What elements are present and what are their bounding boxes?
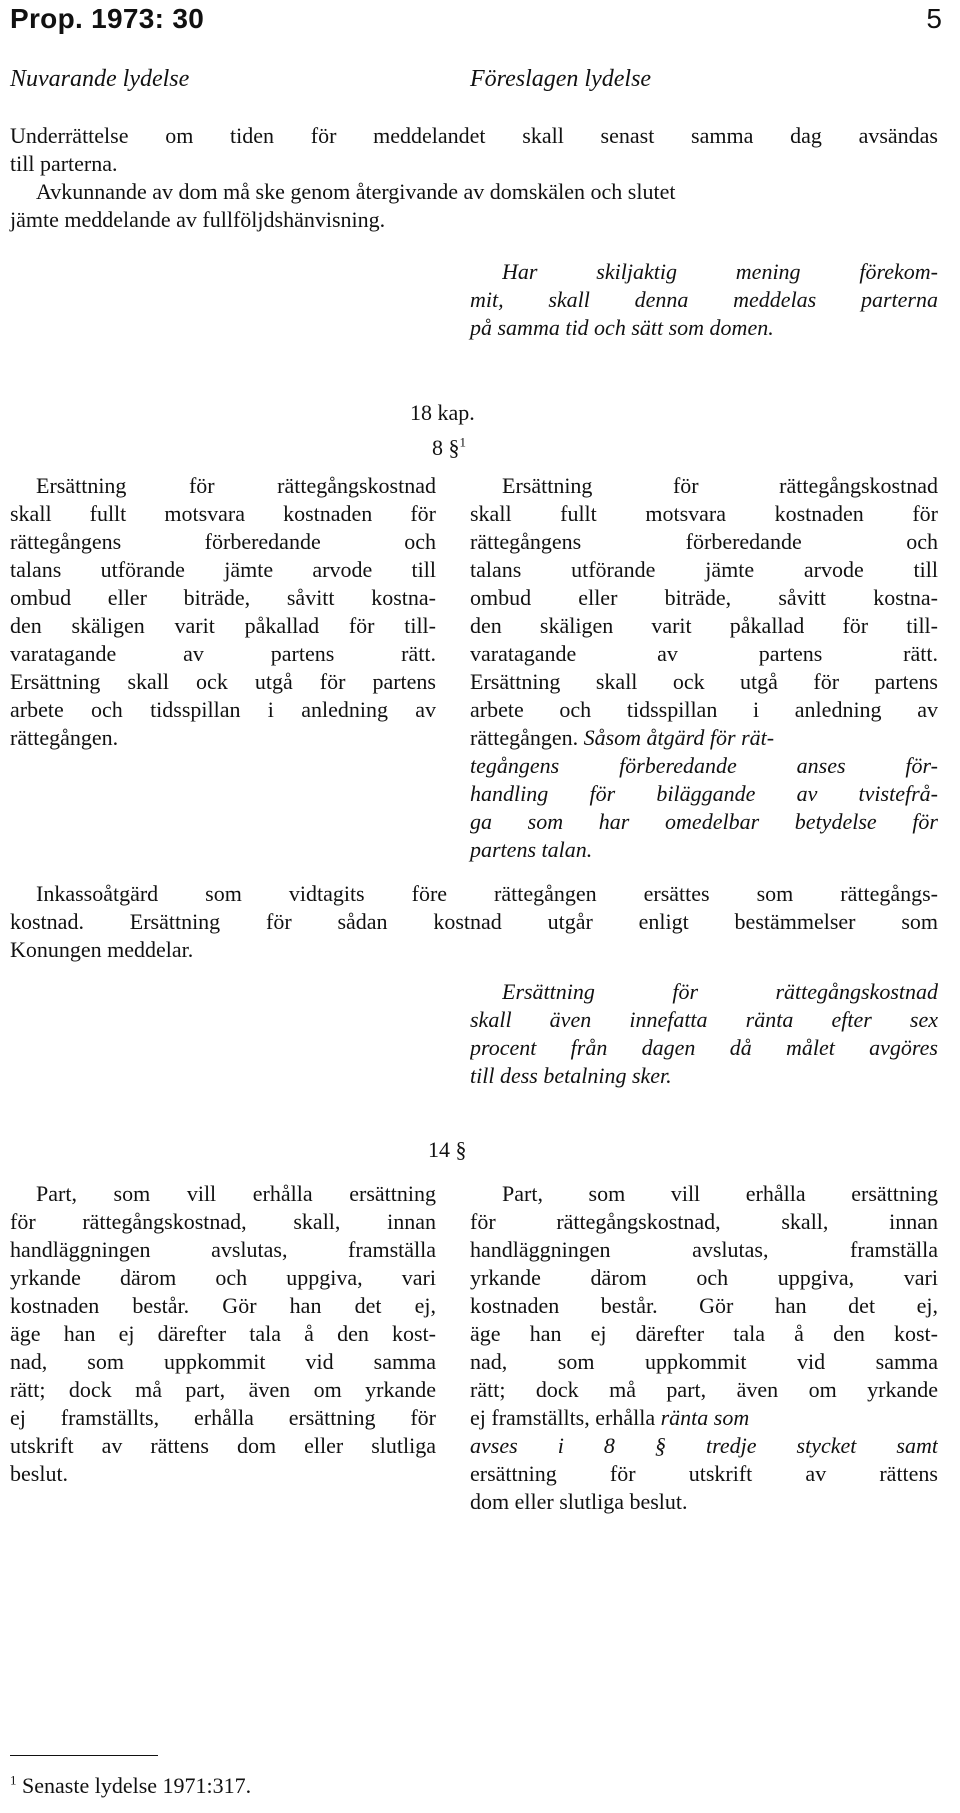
text-line: Avkunnande av dom må ske genom återgivande av domskälen och slutet	[36, 179, 676, 204]
text-line: Ersättning för rättegångskostnad	[502, 979, 938, 1004]
text-line: kostnaden består. Gör han det ej,	[10, 1293, 436, 1318]
text-line: Har skiljaktig mening förekom-	[502, 259, 938, 284]
text-line: rätt; dock må part, även om yrkande	[470, 1377, 938, 1402]
text-line: mit, skall denna meddelas parterna	[470, 287, 938, 312]
text-line: den skäligen varit påkallad för till-	[470, 613, 938, 638]
text-line: till parterna.	[10, 151, 118, 176]
chapter-title: 18 kap.	[410, 400, 475, 425]
page-number: 5	[926, 3, 942, 34]
text-span-added: Såsom åtgärd för rät-	[583, 725, 775, 750]
text-line: nad, som uppkommit vid samma	[10, 1349, 436, 1374]
text-line-added: ga som har omedelbar betydelse för	[470, 809, 938, 834]
text-line: rättegången.	[10, 725, 119, 750]
text-line	[470, 1404, 749, 1432]
column-heading-current: Nuvarande lydelse	[10, 66, 190, 92]
text-line: Ersättning för rättegångskostnad	[36, 473, 436, 498]
footnote-divider	[10, 1755, 158, 1756]
text-line: ej framställts, erhålla ersättning för	[10, 1405, 436, 1430]
text-line: äge han ej därefter tala å den kost-	[10, 1321, 436, 1346]
text-line: kostnaden består. Gör han det ej,	[470, 1293, 938, 1318]
text-span: rättegången.	[470, 725, 579, 750]
section-14-heading: 14 §	[428, 1137, 467, 1162]
text-line: för rättegångskostnad, skall, innan	[470, 1209, 938, 1234]
text-span-added: ränta som	[660, 1405, 750, 1430]
text-line: för rättegångskostnad, skall, innan	[10, 1209, 436, 1234]
text-line: skall även innefatta ränta efter sex	[470, 1007, 938, 1032]
text-line	[470, 724, 774, 752]
text-line: jämte meddelande av fullföljdshänvisning.	[10, 207, 386, 232]
text-line: rättegångens förberedande och	[10, 529, 436, 554]
text-line: Part, som vill erhålla ersättning	[36, 1181, 436, 1206]
footnote	[10, 1773, 251, 1799]
text-line: skall fullt motsvara kostnaden för	[470, 501, 938, 526]
text-line: skall fullt motsvara kostnaden för	[10, 501, 436, 526]
text-line: till dess betalning sker.	[470, 1063, 672, 1088]
text-line: rättegångens förberedande och	[470, 529, 938, 554]
text-line: varatagande av partens rätt.	[10, 641, 436, 666]
text-line: ombud eller biträde, såvitt kostna-	[470, 585, 938, 610]
column-heading-proposed: Föreslagen lydelse	[470, 66, 652, 92]
text-line: utskrift av rättens dom eller slutliga	[10, 1433, 436, 1458]
text-line: kostnad. Ersättning för sådan kostnad utgår enligt bestämmelser som	[10, 909, 938, 934]
text-line: rätt; dock må part, även om yrkande	[10, 1377, 436, 1402]
text-line: Inkassoåtgärd som vidtagits före rättegången ersättes som rättegångs-	[36, 881, 938, 906]
document-reference: Prop. 1973: 30	[10, 3, 205, 34]
text-line: Ersättning för rättegångskostnad	[502, 473, 938, 498]
footnote-text: Senaste lydelse 1971:317.	[22, 1773, 252, 1798]
text-line: talans utförande jämte arvode till	[470, 557, 938, 582]
text-line: äge han ej därefter tala å den kost-	[470, 1321, 938, 1346]
text-span: ej framställts, erhålla	[470, 1405, 656, 1430]
section-8-heading	[432, 434, 466, 462]
text-line: ersättning för utskrift av rättens	[470, 1461, 938, 1486]
text-line: varatagande av partens rätt.	[470, 641, 938, 666]
text-line: yrkande därom och uppgiva, vari	[470, 1265, 938, 1290]
text-line: handläggningen avslutas, framställa	[10, 1237, 436, 1262]
text-line-added: handling för biläggande av tvistefrå-	[470, 781, 938, 806]
text-line: Ersättning skall ock utgå för partens	[10, 669, 436, 694]
text-line-added: avses i 8 § tredje stycket samt	[470, 1433, 938, 1458]
text-line: Ersättning skall ock utgå för partens	[470, 669, 938, 694]
text-line: ombud eller biträde, såvitt kostna-	[10, 585, 436, 610]
section-8-label: 8 §	[432, 435, 460, 460]
text-line: procent från dagen då målet avgöres	[470, 1035, 938, 1060]
text-line: arbete och tidsspillan i anledning av	[470, 697, 938, 722]
text-line-added: tegångens förberedande anses för-	[470, 753, 938, 778]
text-line: dom eller slutliga beslut.	[470, 1489, 688, 1514]
text-line: arbete och tidsspillan i anledning av	[10, 697, 436, 722]
text-line: talans utförande jämte arvode till	[10, 557, 436, 582]
text-line: den skäligen varit påkallad för till-	[10, 613, 436, 638]
text-line: yrkande därom och uppgiva, vari	[10, 1265, 436, 1290]
text-line: handläggningen avslutas, framställa	[470, 1237, 938, 1262]
text-line: på samma tid och sätt som domen.	[470, 315, 774, 340]
footnote-mark: 1	[10, 1772, 17, 1788]
text-line-added: partens talan.	[470, 837, 593, 862]
text-line: Konungen meddelar.	[10, 937, 194, 962]
text-line: Part, som vill erhålla ersättning	[502, 1181, 938, 1206]
footnote-reference: 1	[459, 434, 466, 450]
text-line: nad, som uppkommit vid samma	[470, 1349, 938, 1374]
text-line: Underrättelse om tiden för meddelandet skall senast samma dag avsändas	[10, 123, 938, 148]
text-line: beslut.	[10, 1461, 69, 1486]
